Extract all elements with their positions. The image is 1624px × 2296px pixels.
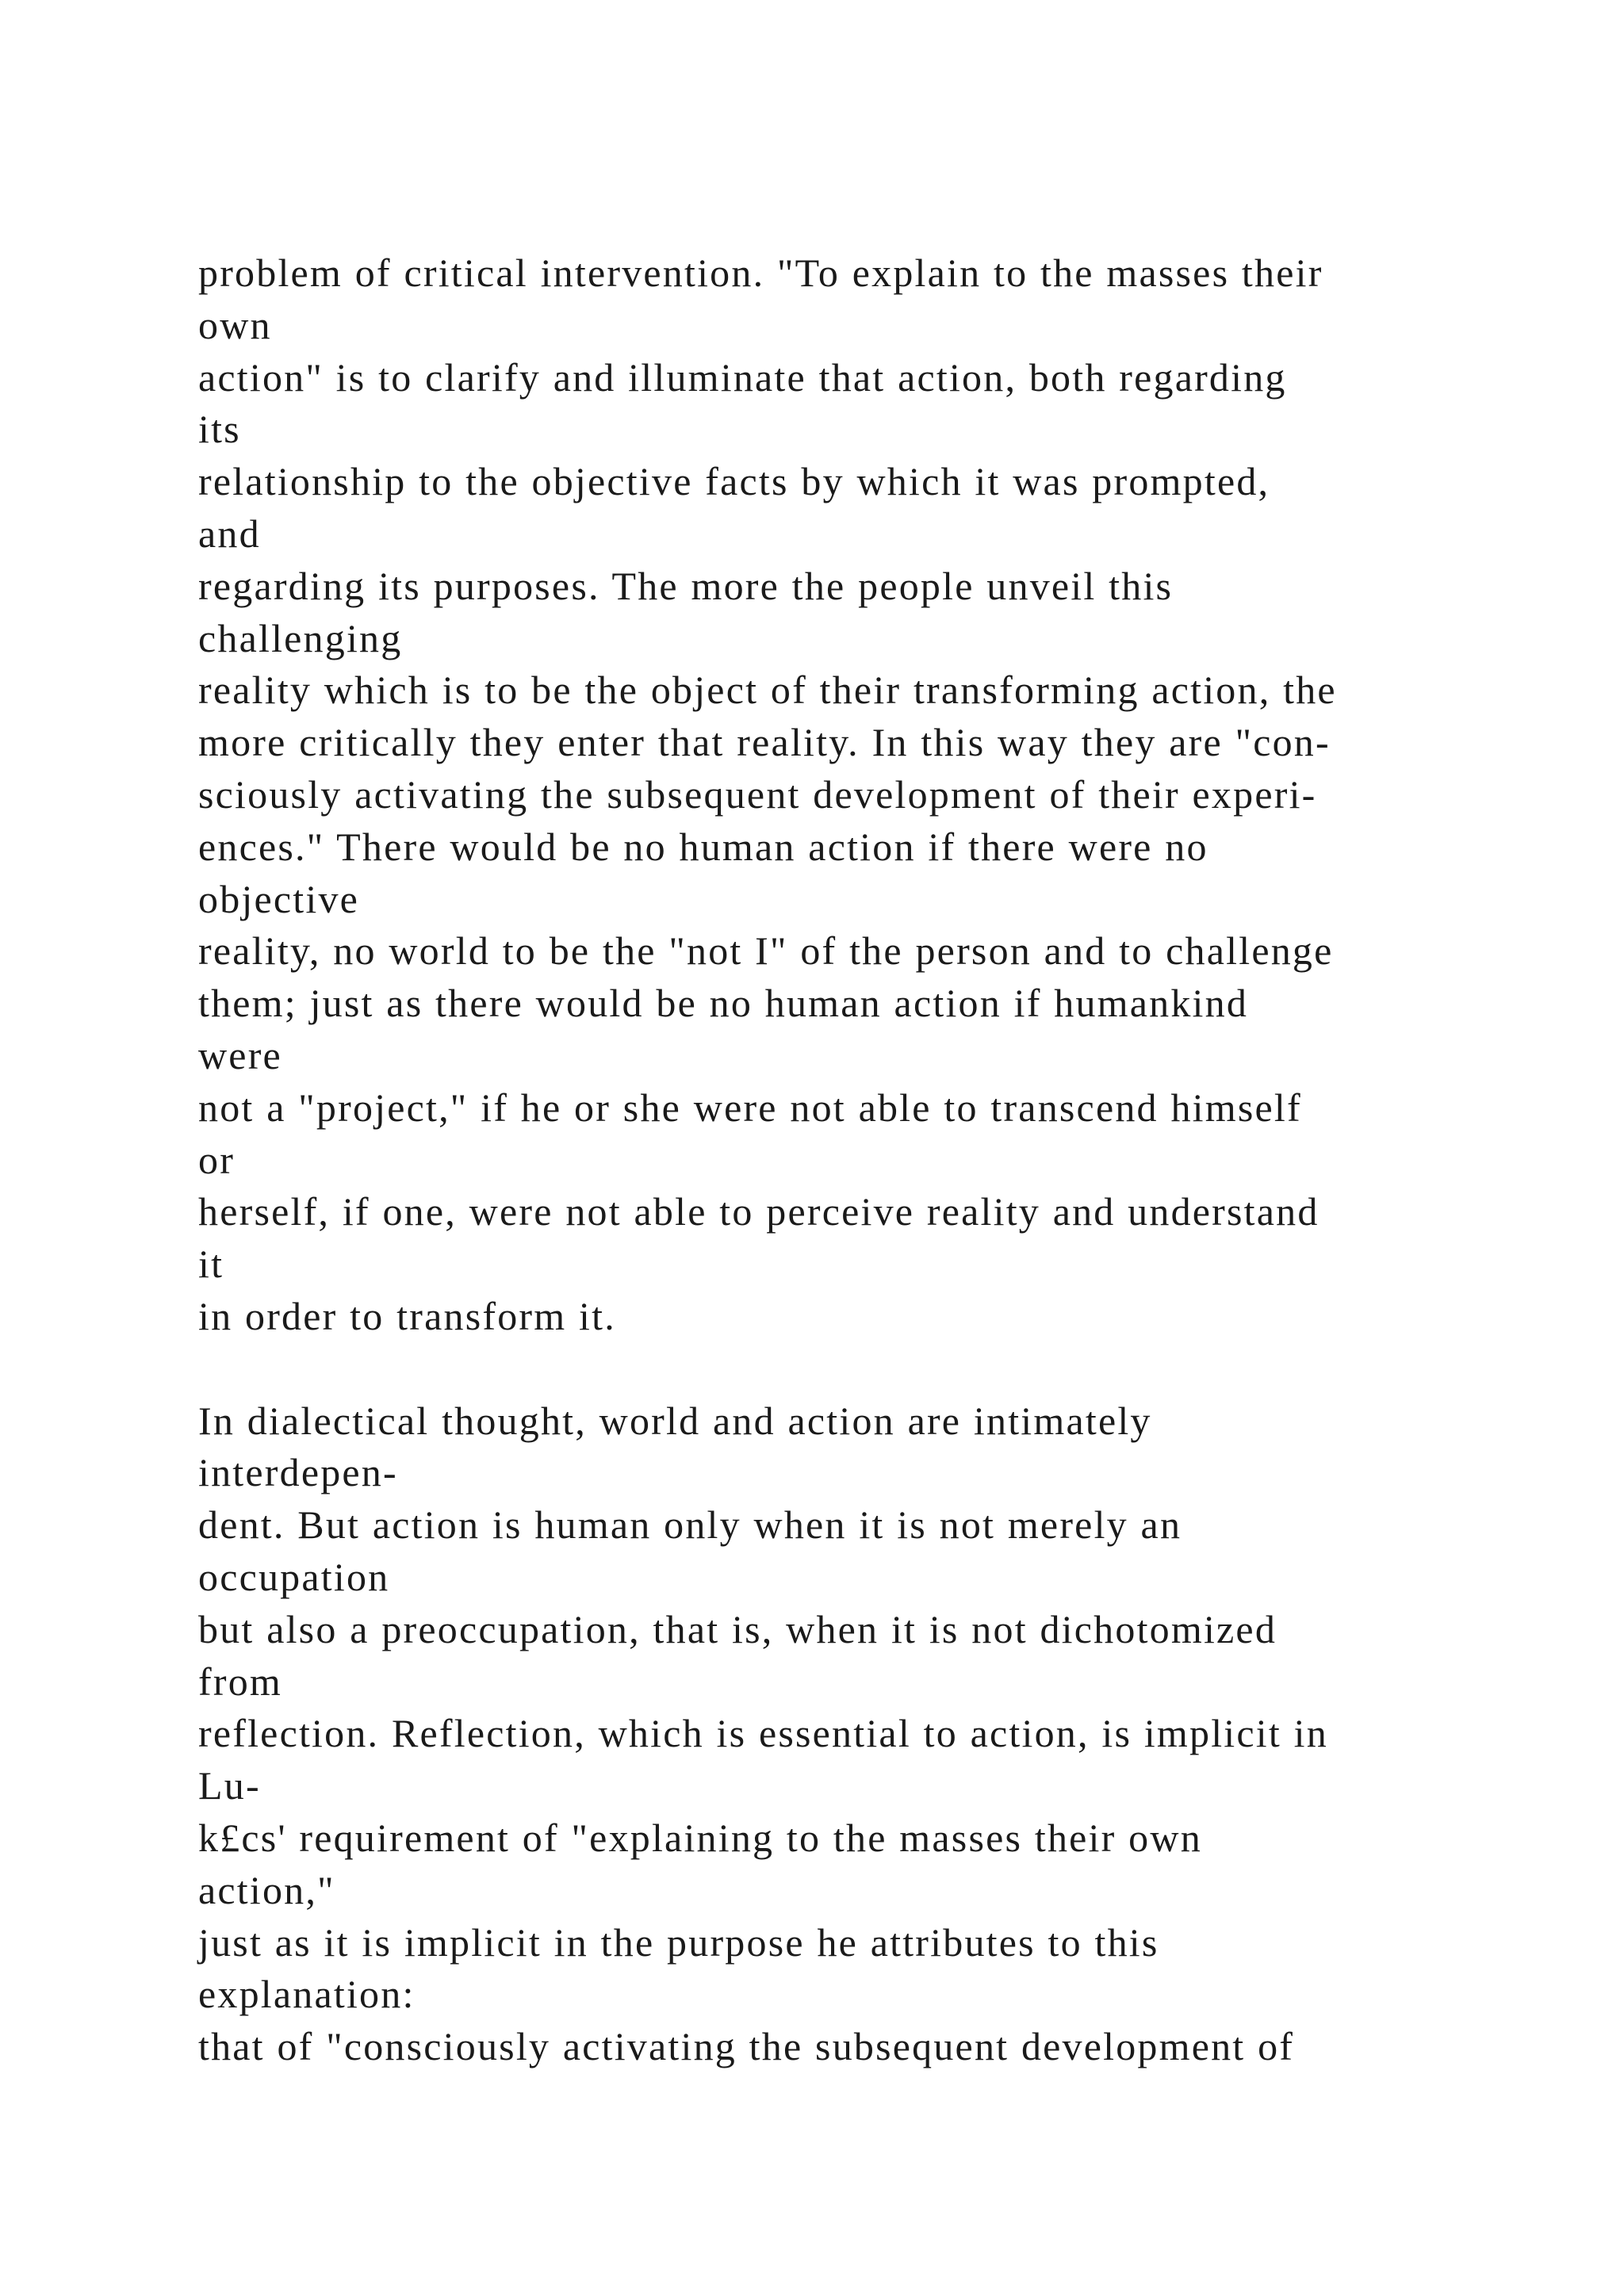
text-line: problem of critical intervention. "To explain to the masses their — [198, 251, 1323, 295]
text-line: dent. But action is human only when it is not merely an — [198, 1502, 1182, 1548]
text-line: reality which is to be the object of their transforming action, the — [198, 668, 1337, 713]
paragraph-2 — [198, 1395, 1546, 2073]
text-line: just as it is implicit in the purpose he attributes to this — [198, 1919, 1159, 1965]
paragraph-break — [198, 1343, 1546, 1395]
text-line: In dialectical thought, world and action are intimately — [198, 1398, 1152, 1443]
text-line: but also a preoccupation, that is, when it is not dichotomized — [198, 1606, 1277, 1651]
text-line: relationship to the objective facts by which it was prompted, — [198, 459, 1270, 504]
text-line: interdepen- — [198, 1450, 398, 1495]
text-line: and — [198, 511, 261, 556]
text-line: k£cs' requirement of "explaining to the masses their own — [198, 1815, 1202, 1860]
text-line: from — [198, 1659, 282, 1704]
paragraph-1 — [198, 247, 1546, 1343]
text-line: Lu- — [198, 1763, 261, 1808]
text-line: objective — [198, 876, 360, 921]
text-line: were — [198, 1032, 282, 1077]
text-line: sciously activating the subsequent development of their experi- — [198, 771, 1317, 817]
text-line: action," — [198, 1867, 335, 1912]
text-line: herself, if one, were not able to perceive reality and understand — [198, 1189, 1320, 1234]
text-line: challenging — [198, 615, 403, 660]
text-line: own — [198, 302, 272, 347]
text-line: regarding its purposes. The more the people unveil this — [198, 563, 1174, 608]
text-line: in order to transform it. — [198, 1293, 616, 1338]
document-body — [198, 247, 1546, 2073]
text-line: more critically they enter that reality. In this way they are "con- — [198, 720, 1331, 765]
text-line: reality, no world to be the "not I" of the person and to challenge — [198, 928, 1334, 974]
text-line: action" is to clarify and illuminate that action, both regarding — [198, 354, 1287, 400]
text-line: occupation — [198, 1554, 390, 1599]
text-line: ences." There would be no human action if there were no — [198, 824, 1208, 869]
text-line: not a "project," if he or she were not able to transcend himself — [198, 1085, 1302, 1130]
text-line: it — [198, 1242, 224, 1287]
text-line: that of "consciously activating the subsequent development of — [198, 2024, 1295, 2069]
text-line: them; just as there would be no human action if humankind — [198, 981, 1249, 1026]
text-line: or — [198, 1137, 236, 1182]
text-line: reflection. Reflection, which is essential to action, is implicit in — [198, 1711, 1328, 1756]
text-line: explanation: — [198, 1972, 416, 2017]
text-line: its — [198, 407, 241, 452]
